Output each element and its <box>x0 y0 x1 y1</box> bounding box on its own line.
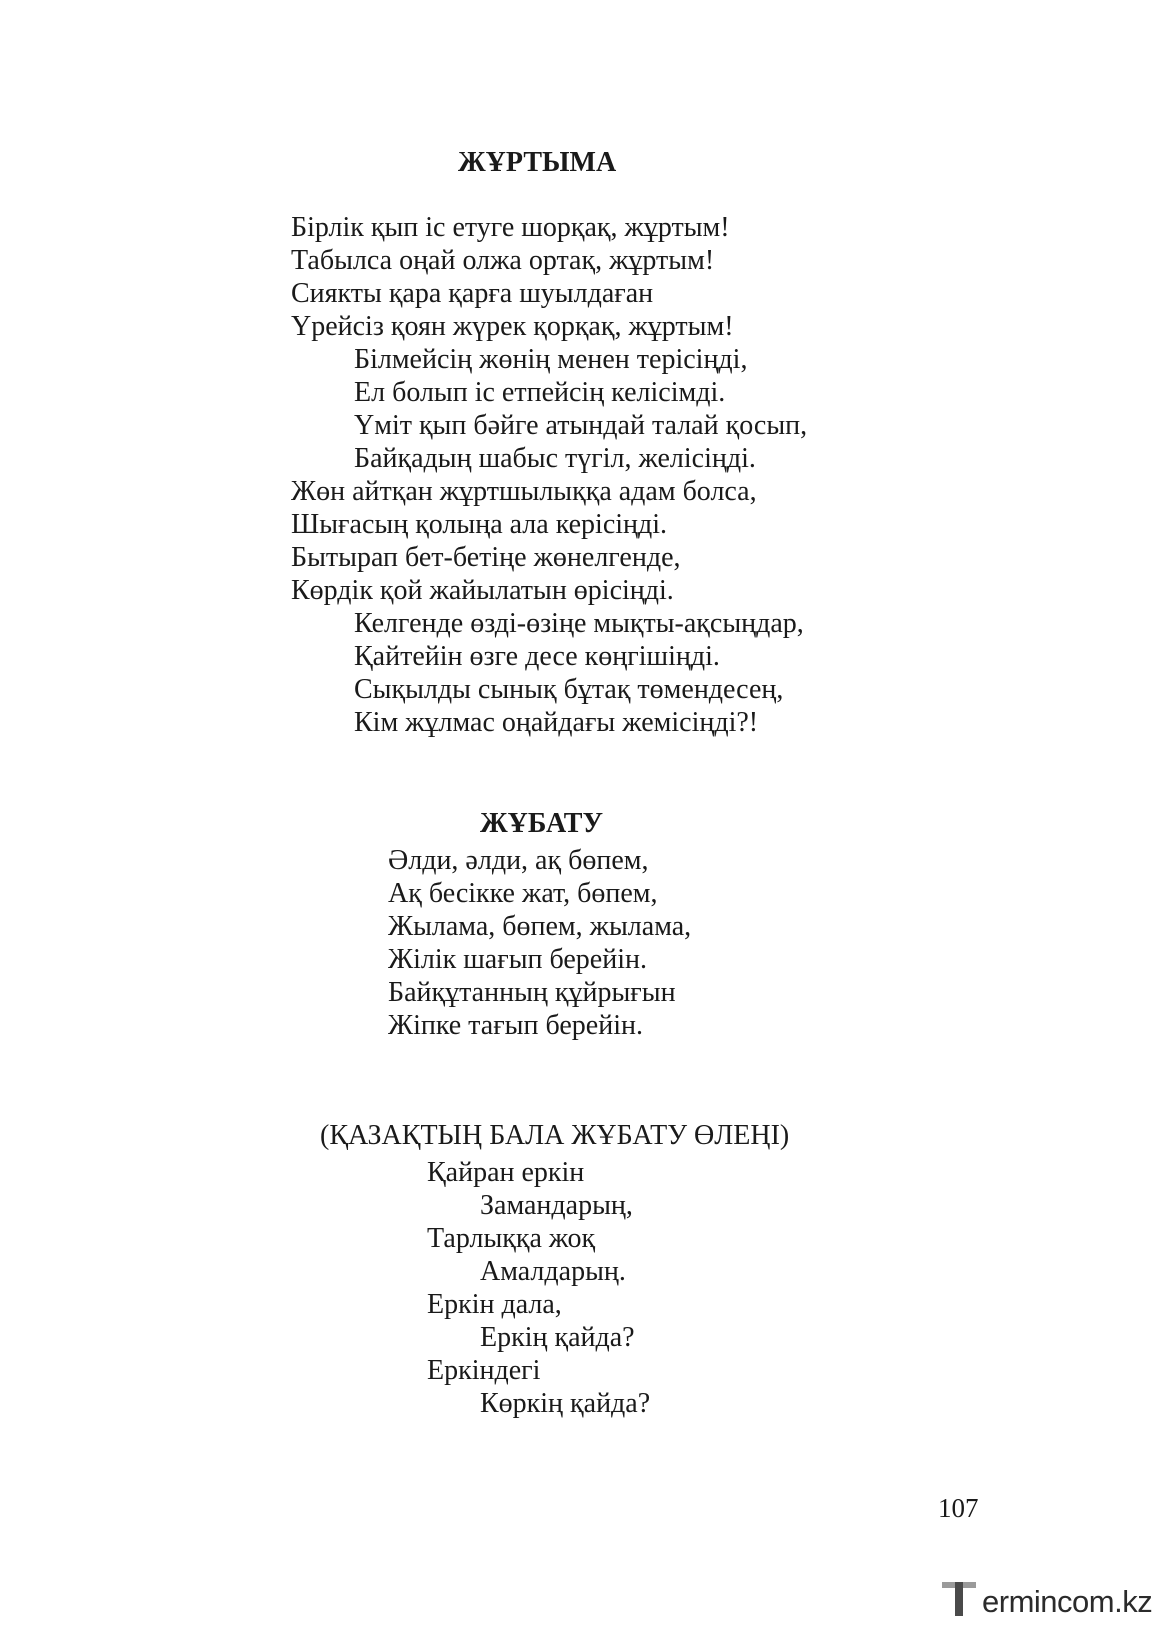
watermark-text: ermincom.kz <box>982 1584 1153 1619</box>
poem-line: Ел болып іс етпейсің келісімді. <box>354 377 726 408</box>
termincom-logo <box>942 1580 1152 1622</box>
poem-line: Үміт қып бәйге атындай талай қосып, <box>354 410 808 441</box>
poem-line: Бытырап бет-бетіңе жөнелгенде, <box>291 542 681 573</box>
poem-line: Шығасың қолыңа ала керісіңді. <box>291 509 668 540</box>
poem-title-zhurtyma: ЖҰРТЫМА <box>458 147 617 178</box>
poem-line: Қайран еркін <box>427 1157 585 1188</box>
poem-line: Кім жұлмас оңайдағы жемісіңді?! <box>354 707 759 738</box>
poem-line: Еркін дала, <box>427 1289 562 1320</box>
poem-title-zhubatu: ЖҰБАТУ <box>480 808 604 839</box>
poem-line: Еркіндегі <box>427 1355 541 1386</box>
poem-line: Келгенде өзді-өзіңе мықты-ақсыңдар, <box>354 608 804 639</box>
poem-line: Ақ бесікке жат, бөпем, <box>388 878 658 909</box>
poem-line: Әлди, әлди, ақ бөпем, <box>388 845 649 876</box>
poem-line: Байқадың шабыс түгіл, желісіңді. <box>354 443 756 474</box>
poem-line: Үрейсіз қоян жүрек қорқақ, жұртым! <box>291 311 734 342</box>
poem-line: Қайтейін өзге десе көңгішіңді. <box>354 641 720 672</box>
poem-line: Байқұтанның құйрығын <box>388 977 676 1008</box>
poem-line: Бірлік қып іс етуге шорқақ, жұртым! <box>291 212 730 243</box>
poem-line: Жіпке тағып берейін. <box>388 1010 643 1041</box>
poem-line: Жылама, бөпем, жылама, <box>388 911 692 942</box>
page-number: 107 <box>938 1493 979 1523</box>
poem-line: Білмейсің жөнің менен терісіңді, <box>354 344 748 375</box>
poem-line: Сиякты қара қарға шуылдаған <box>291 278 654 309</box>
poem-line: Замандарың, <box>480 1190 633 1221</box>
poem-line: Жілік шағып берейін. <box>388 944 647 975</box>
poem-line: Амалдарың. <box>480 1256 626 1287</box>
poem-line: Еркің қайда? <box>480 1322 635 1353</box>
section-subtitle: (ҚАЗАҚТЫҢ БАЛА ЖҰБАТУ ӨЛЕҢІ) <box>320 1120 790 1151</box>
t-letter-icon <box>942 1580 978 1620</box>
poem-line: Жөн айтқан жұртшылыққа адам болса, <box>291 476 757 507</box>
poem-line: Сықылды сынық бұтақ төмендесең, <box>354 674 784 705</box>
poem-line: Көркің қайда? <box>480 1388 651 1419</box>
poem-line: Табылса оңай олжа ортақ, жұртым! <box>291 245 715 276</box>
poem-line: Тарлыққа жоқ <box>427 1223 596 1254</box>
poem-line: Көрдік қой жайылатын өрісіңді. <box>291 575 674 606</box>
